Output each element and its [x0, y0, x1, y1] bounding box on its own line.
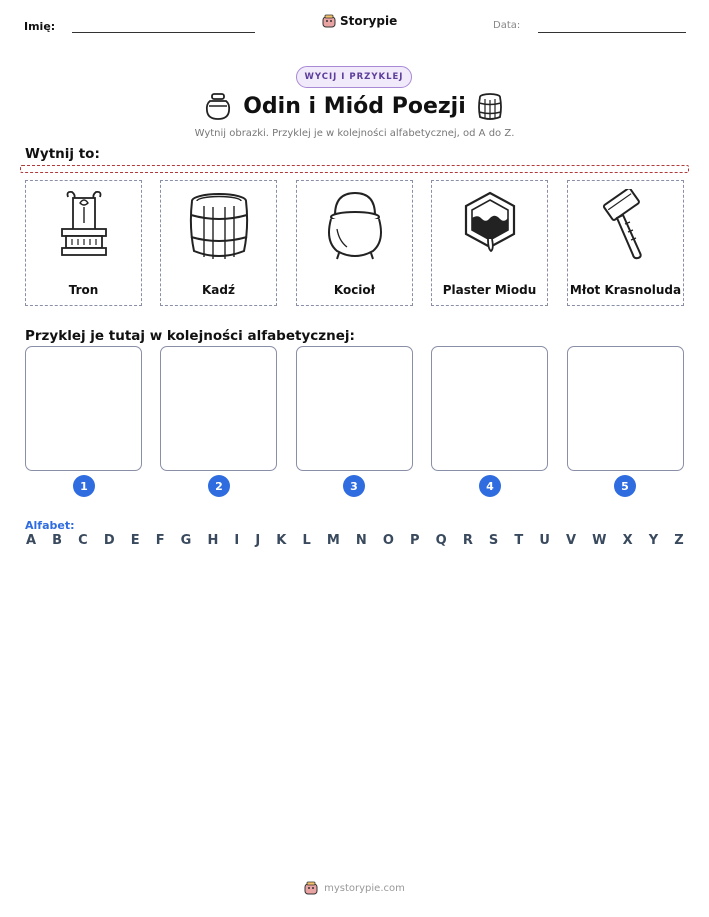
paste-slot-4[interactable] — [431, 346, 548, 471]
card-label: Tron — [68, 283, 99, 297]
page-title: Odin i Miód Poezji — [243, 94, 466, 119]
card-label: Plaster Miodu — [442, 283, 537, 297]
cauldron-icon — [325, 189, 385, 264]
alphabet-letter: C — [78, 533, 88, 548]
alphabet-heading: Alfabet: — [25, 519, 75, 532]
cut-card-honeycomb[interactable] — [431, 180, 548, 306]
alphabet-letter: F — [155, 533, 165, 548]
brand-name: Storypie — [340, 14, 398, 28]
throne-icon — [54, 189, 114, 264]
alphabet-letter: K — [276, 533, 287, 548]
cut-line — [20, 165, 689, 173]
paste-section-heading: Przyklej je tutaj w kolejności alfabetycznej: — [25, 328, 355, 344]
alphabet-letter: B — [52, 533, 63, 548]
alphabet-letter: N — [355, 533, 367, 548]
alphabet-letter: Q — [435, 533, 447, 548]
alphabet-letter: P — [410, 533, 420, 548]
card-label: Młot Krasnoluda — [569, 283, 682, 297]
alphabet-letter: I — [234, 533, 240, 548]
footer-url: mystorypie.com — [324, 882, 405, 894]
card-label: Kadź — [202, 283, 235, 297]
alphabet-letter: W — [592, 533, 607, 548]
brand-logo — [322, 14, 397, 28]
alphabet-letter: J — [255, 533, 261, 548]
alphabet-letter: M — [326, 533, 340, 548]
alphabet-letter: G — [180, 533, 192, 548]
alphabet-letter: U — [539, 533, 550, 548]
alphabet-letter: T — [514, 533, 524, 548]
honeycomb-icon — [460, 189, 520, 264]
alphabet-letter: Y — [648, 533, 659, 548]
alphabet-letter: H — [207, 533, 219, 548]
paste-slot-5[interactable] — [567, 346, 684, 471]
name-label: Imię: — [24, 20, 56, 33]
alphabet-letter: L — [302, 533, 311, 548]
alphabet-letter: A — [26, 533, 37, 548]
alphabet-letter: S — [488, 533, 499, 548]
instructions: Wytnij obrazki. Przyklej je w kolejności alfabetycznej, od A do Z. — [194, 128, 515, 139]
cut-card-vat[interactable] — [160, 180, 277, 306]
hammer-icon — [596, 189, 656, 264]
slot-number-badge: 5 — [614, 475, 636, 497]
alphabet-letter: X — [622, 533, 633, 548]
alphabet-letter: R — [462, 533, 473, 548]
cut-card-throne[interactable] — [25, 180, 142, 306]
alphabet-letter: V — [566, 533, 577, 548]
paste-slot-1[interactable] — [25, 346, 142, 471]
barrel-title-icon — [476, 92, 504, 126]
alphabet-letter: Z — [674, 533, 684, 548]
alphabet-letter: D — [103, 533, 115, 548]
cut-card-cauldron[interactable] — [296, 180, 413, 306]
paste-slot-3[interactable] — [296, 346, 413, 471]
slot-number-badge: 3 — [343, 475, 365, 497]
date-line[interactable] — [538, 32, 686, 33]
slot-number-badge: 1 — [73, 475, 95, 497]
slot-number-badge: 4 — [479, 475, 501, 497]
name-line[interactable] — [72, 32, 255, 33]
alphabet-row — [26, 533, 684, 548]
paste-slot-2[interactable] — [160, 346, 277, 471]
slot-number-badge: 2 — [208, 475, 230, 497]
activity-badge: WYCIJ I PRZYKLEJ — [296, 66, 412, 88]
footer — [0, 881, 709, 895]
cut-section-heading: Wytnij to: — [25, 146, 100, 162]
date-label: Data: — [493, 20, 521, 31]
storypie-logo-icon — [322, 14, 336, 28]
alphabet-letter: E — [130, 533, 140, 548]
storypie-logo-icon — [304, 881, 318, 895]
cut-card-hammer[interactable] — [567, 180, 684, 306]
barrel-icon — [189, 189, 249, 264]
card-label: Kocioł — [333, 283, 376, 297]
alphabet-letter: O — [382, 533, 394, 548]
